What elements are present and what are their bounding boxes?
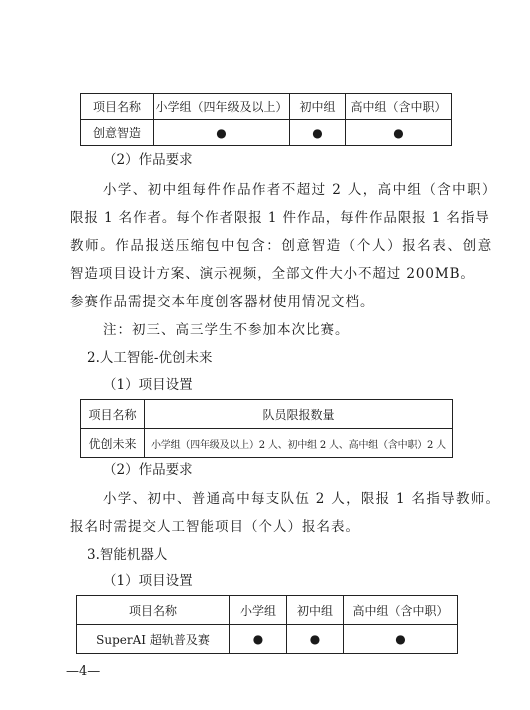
table-header-cell: 小学组（四年级及以上） — [154, 94, 290, 120]
note-text: 注：初三、高三学生不参加本次比赛。 — [103, 322, 350, 338]
table-header-cell: 高中组（含中职） — [346, 94, 452, 120]
table-cell-mark: ● — [287, 625, 344, 654]
table-header-cell: 高中组（含中职） — [344, 596, 458, 625]
paragraph-line: 参赛作品需提交本年度创客器材使用情况文档。 — [70, 294, 375, 310]
table-cell-mark: ● — [154, 120, 290, 146]
table-header-cell: 小学组 — [230, 596, 287, 625]
paragraph-line: 智造项目设计方案、演示视频，全部文件大小不超过 200MB。 — [70, 266, 475, 282]
table-row — [81, 120, 452, 146]
table-cell-mark: ● — [290, 120, 346, 146]
section-title: 2.人工智能-优创未来 — [87, 350, 213, 366]
page-number: —4— — [66, 664, 101, 679]
table-cell-name: 创意智造 — [81, 120, 154, 146]
table-header-cell: 初中组 — [287, 596, 344, 625]
table-cell-mark: ● — [344, 625, 458, 654]
section-subheading: （1）项目设置 — [103, 573, 193, 589]
table-cell-name: 优创未来 — [81, 429, 145, 458]
table-header-cell: 项目名称 — [77, 596, 230, 625]
table-header-row — [81, 94, 452, 120]
table-header-cell: 队员限报数量 — [145, 400, 453, 429]
paragraph-line: 小学、初中、普通高中每支队伍 2 人，限报 1 名指导教师。 — [103, 491, 501, 507]
table-cell-value: 小学组（四年级及以上）2 人、初中组 2 人、高中组（含中职）2 人 — [145, 429, 453, 458]
project-table-ai — [80, 399, 453, 458]
project-table-robot — [76, 595, 458, 654]
section-title: 3.智能机器人 — [87, 547, 168, 563]
table-row — [77, 625, 458, 654]
table-cell-name: SuperAI 超轨普及赛 — [77, 625, 230, 654]
paragraph-line: 报名时需提交人工智能项目（个人）报名表。 — [70, 519, 360, 535]
table-header-cell: 项目名称 — [81, 94, 154, 120]
table-cell-mark: ● — [346, 120, 452, 146]
paragraph-line: 限报 1 名作者。每个作者限报 1 件作品，每件作品限报 1 名指导 — [70, 210, 490, 226]
table-header-cell: 项目名称 — [81, 400, 145, 429]
paragraph-line: 小学、初中组每件作品作者不超过 2 人，高中组（含中职） — [103, 182, 497, 198]
project-table-creative — [80, 93, 452, 146]
section-subheading: （1）项目设置 — [103, 377, 193, 393]
table-header-row — [77, 596, 458, 625]
table-header-cell: 初中组 — [290, 94, 346, 120]
table-row — [81, 429, 453, 458]
section-subheading: （2）作品要求 — [103, 152, 193, 168]
table-cell-mark: ● — [230, 625, 287, 654]
paragraph-line: 教师。作品报送压缩包中包含：创意智造（个人）报名表、创意 — [70, 238, 493, 254]
table-header-row — [81, 400, 453, 429]
section-subheading: （2）作品要求 — [103, 462, 193, 478]
